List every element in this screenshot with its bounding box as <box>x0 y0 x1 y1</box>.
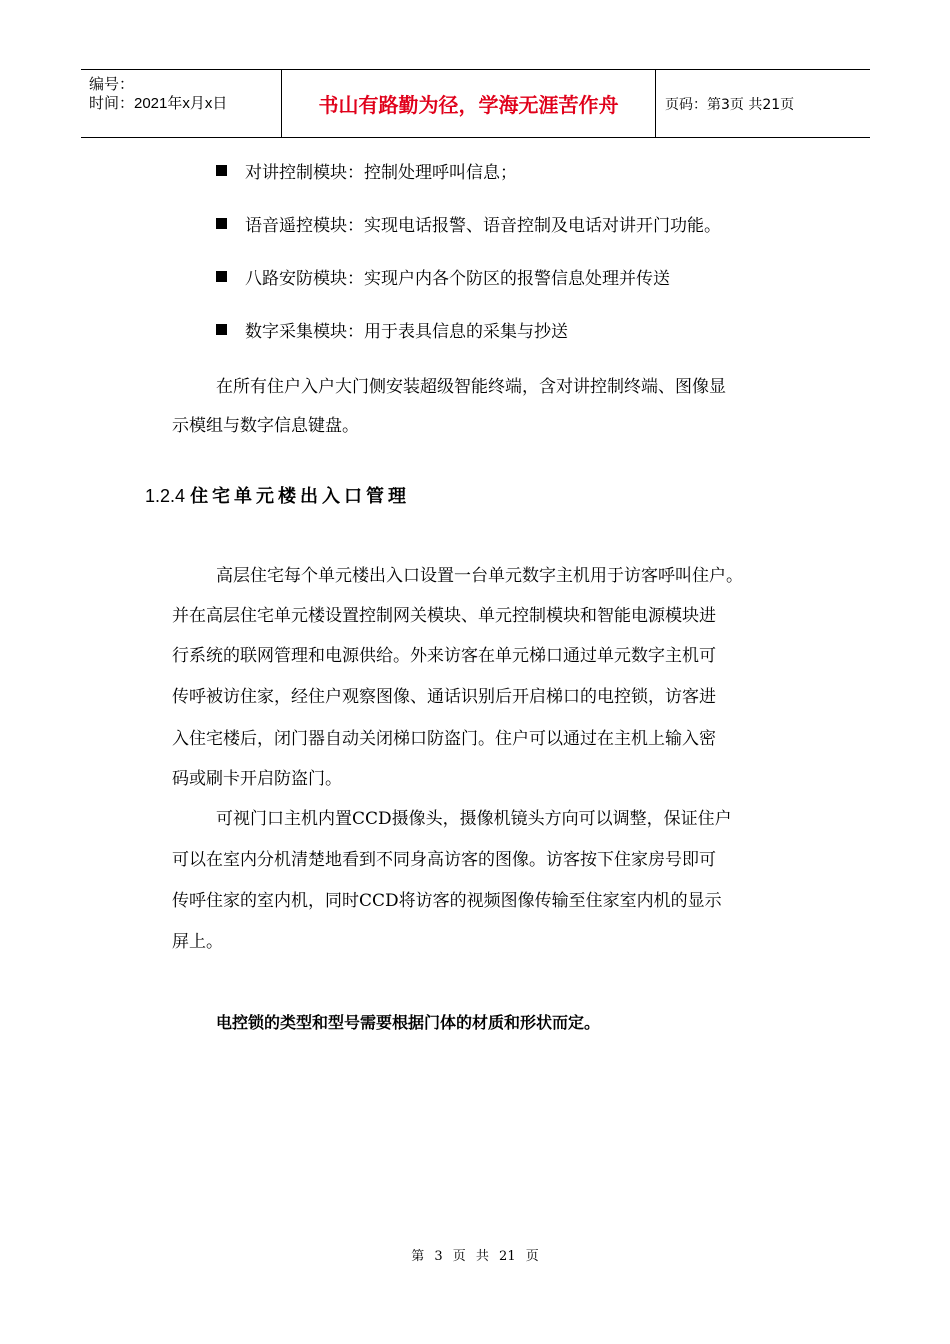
section-heading <box>145 482 410 508</box>
list-item-text: 语音遥控模块：实现电话报警、语音控制及电话对讲开门功能。 <box>245 216 721 236</box>
paragraph-line: 行系统的联网管理和电源供给。外来访客在单元梯口通过单元数字主机可 <box>172 646 716 666</box>
paragraph-line: 高层住宅每个单元楼出入口设置一台单元数字主机用于访客呼叫住户。 <box>216 566 743 586</box>
paragraph-line: 可视门口主机内置CCD摄像头，摄像机镜头方向可以调整，保证住户 <box>216 809 732 829</box>
paragraph-line: 传呼被访住家，经住户观察图像、通话识别后开启梯口的电控锁，访客进 <box>172 687 716 707</box>
header-meta <box>81 70 281 137</box>
square-bullet-icon <box>216 324 227 335</box>
list-item <box>216 211 721 236</box>
square-bullet-icon <box>216 165 227 176</box>
page-footer: 第 3 页 共 21 页 <box>411 1249 539 1264</box>
header-number-label: 编号： <box>89 76 135 93</box>
list-item-text: 数字采集模块：用于表具信息的采集与抄送 <box>245 322 568 342</box>
paragraph-line: 码或刷卡开启防盗门。 <box>172 769 342 789</box>
paragraph-line: 传呼住家的室内机，同时CCD将访客的视频图像传输至住家室内机的显示 <box>172 891 722 911</box>
paragraph-line: 在所有住户入户大门侧安装超级智能终端，含对讲控制终端、图像显 <box>216 377 726 397</box>
list-item <box>216 317 568 342</box>
paragraph-line: 可以在室内分机清楚地看到不同身高访客的图像。访客按下住家房号即可 <box>172 850 716 870</box>
header-motto: 书山有路勤为径，学海无涯苦作舟 <box>281 70 656 137</box>
square-bullet-icon <box>216 218 227 229</box>
list-item-text: 对讲控制模块：控制处理呼叫信息； <box>245 163 517 183</box>
paragraph-line: 示模组与数字信息键盘。 <box>172 416 359 436</box>
header-page-info: 页码：第3页 共21页 <box>665 96 795 113</box>
header-time-label: 时间：2021年x月x日 <box>89 95 228 112</box>
list-item <box>216 158 517 183</box>
section-title: 住宅单元楼出入口管理 <box>190 486 411 507</box>
paragraph-line: 屏上。 <box>172 932 223 952</box>
lock-note: 电控锁的类型和型号需要根据门体的材质和形状而定。 <box>216 1013 601 1032</box>
paragraph-line: 并在高层住宅单元楼设置控制网关模块、单元控制模块和智能电源模块进 <box>172 606 716 626</box>
paragraph-line: 入住宅楼后，闭门器自动关闭梯口防盗门。住户可以通过在主机上输入密 <box>172 729 716 749</box>
page-header <box>81 69 870 138</box>
list-item-text: 八路安防模块：实现户内各个防区的报警信息处理并传送 <box>245 269 670 289</box>
square-bullet-icon <box>216 271 227 282</box>
list-item <box>216 264 670 289</box>
section-number: 1.2.4 <box>145 486 186 506</box>
